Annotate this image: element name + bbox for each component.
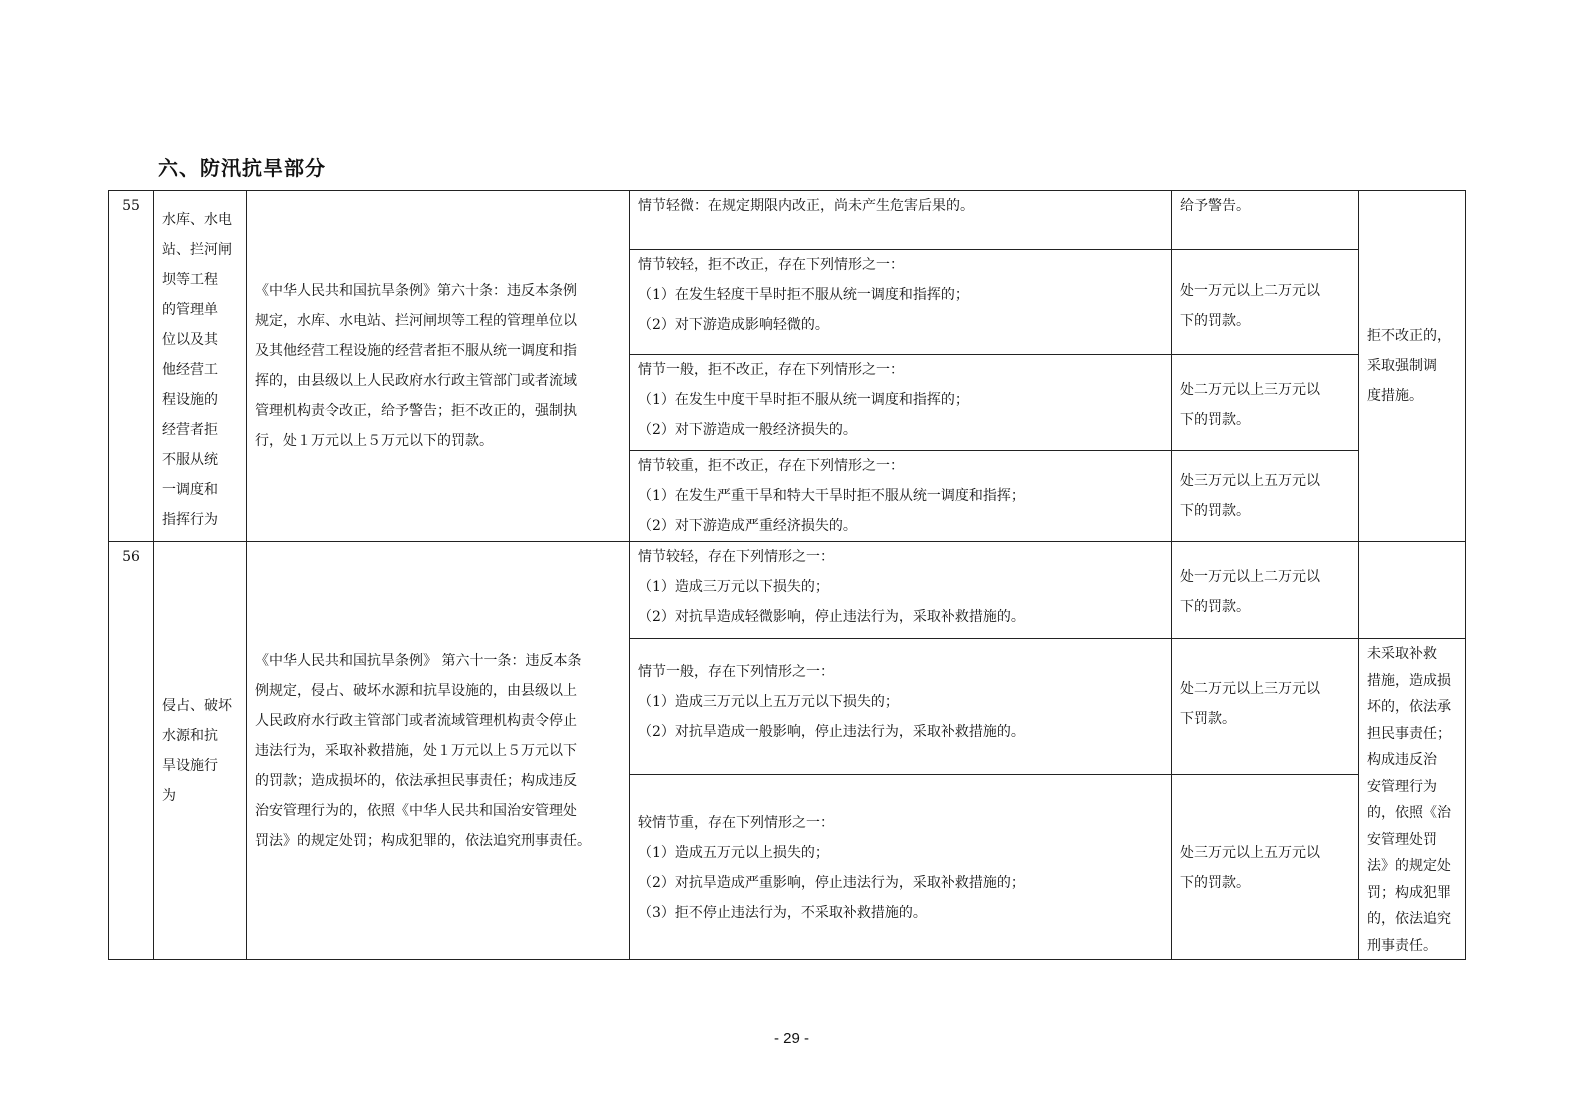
penalty: 处一万元以上二万元以 下的罚款。	[1172, 542, 1359, 639]
item-number: 56	[109, 542, 154, 960]
table-row	[109, 542, 1466, 639]
penalty: 处一万元以上二万元以 下的罚款。	[1172, 250, 1359, 355]
penalty-standards-table	[108, 190, 1466, 960]
circumstance: 情节轻微：在规定期限内改正，尚未产生危害后果的。	[630, 191, 1172, 250]
penalty: 处三万元以上五万元以 下的罚款。	[1172, 451, 1359, 542]
circumstance: 情节一般，拒不改正，存在下列情形之一： （1）在发生中度干旱时拒不服从统一调度和指挥的； （2）对下游造成一般经济损失的。	[630, 355, 1172, 451]
penalty: 处二万元以上三万元以 下罚款。	[1172, 639, 1359, 775]
penalty: 处三万元以上五万元以 下的罚款。	[1172, 774, 1359, 959]
legal-basis: 《中华人民共和国抗旱条例》第六十条：违反本条例 规定，水库、水电站、拦河闸坝等工程的管理单位以 及其他经营工程设施的经营者拒不服从统一调度和指 挥的，由县级以上人民政府水行政主管部门或者流域 管理机构责令改正，给予警告；拒不改正的，强制执 行，处１万元以上５万元以下的罚款。	[247, 191, 630, 542]
table-row	[109, 191, 1466, 250]
supplementary-measure-empty	[1359, 542, 1466, 639]
circumstance: 情节一般，存在下列情形之一： （1）造成三万元以上五万元以下损失的； （2）对抗旱造成一般影响，停止违法行为，采取补救措施的。	[630, 639, 1172, 775]
item-number: 55	[109, 191, 154, 542]
penalty: 处二万元以上三万元以 下的罚款。	[1172, 355, 1359, 451]
supplementary-measure: 未采取补救 措施，造成损 坏的，依法承 担民事责任； 构成违反治 安管理行为 的，依照《治 安管理处罚 法》的规定处 罚；构成犯罪 的，依法追究 刑事责任。	[1359, 639, 1466, 960]
circumstance: 较情节重，存在下列情形之一： （1）造成五万元以上损失的； （2）对抗旱造成严重影响，停止违法行为，采取补救措施的； （3）拒不停止违法行为，不采取补救措施的。	[630, 774, 1172, 959]
violation-name: 水库、水电 站、拦河闸 坝等工程 的管理单 位以及其 他经营工 程设施的 经营者拒 不服从统 一调度和 指挥行为	[154, 191, 247, 542]
supplementary-measure: 拒不改正的， 采取强制调 度措施。	[1359, 191, 1466, 542]
circumstance: 情节较轻，存在下列情形之一： （1）造成三万元以下损失的； （2）对抗旱造成轻微影响，停止违法行为，采取补救措施的。	[630, 542, 1172, 639]
legal-basis: 《中华人民共和国抗旱条例》 第六十一条：违反本条 例规定，侵占、破坏水源和抗旱设施的，由县级以上 人民政府水行政主管部门或者流域管理机构责令停止 违法行为，采取补救措施，处１万元以上５万元以下 的罚款；造成损坏的，依法承担民事责任；构成违反 治安管理行为的，依照《中华人民共和国治安管理处 罚法》的规定处罚；构成犯罪的，依法追究刑事责任。	[247, 542, 630, 960]
section-title: 六、防汛抗旱部分	[158, 156, 326, 180]
circumstance: 情节较重，拒不改正，存在下列情形之一： （1）在发生严重干旱和特大干旱时拒不服从统一调度和指挥； （2）对下游造成严重经济损失的。	[630, 451, 1172, 542]
violation-name: 侵占、破坏 水源和抗 旱设施行 为	[154, 542, 247, 960]
penalty: 给予警告。	[1172, 191, 1359, 250]
page-number: - 29 -	[773, 1030, 809, 1047]
circumstance: 情节较轻，拒不改正，存在下列情形之一： （1）在发生轻度干旱时拒不服从统一调度和指挥的； （2）对下游造成影响轻微的。	[630, 250, 1172, 355]
